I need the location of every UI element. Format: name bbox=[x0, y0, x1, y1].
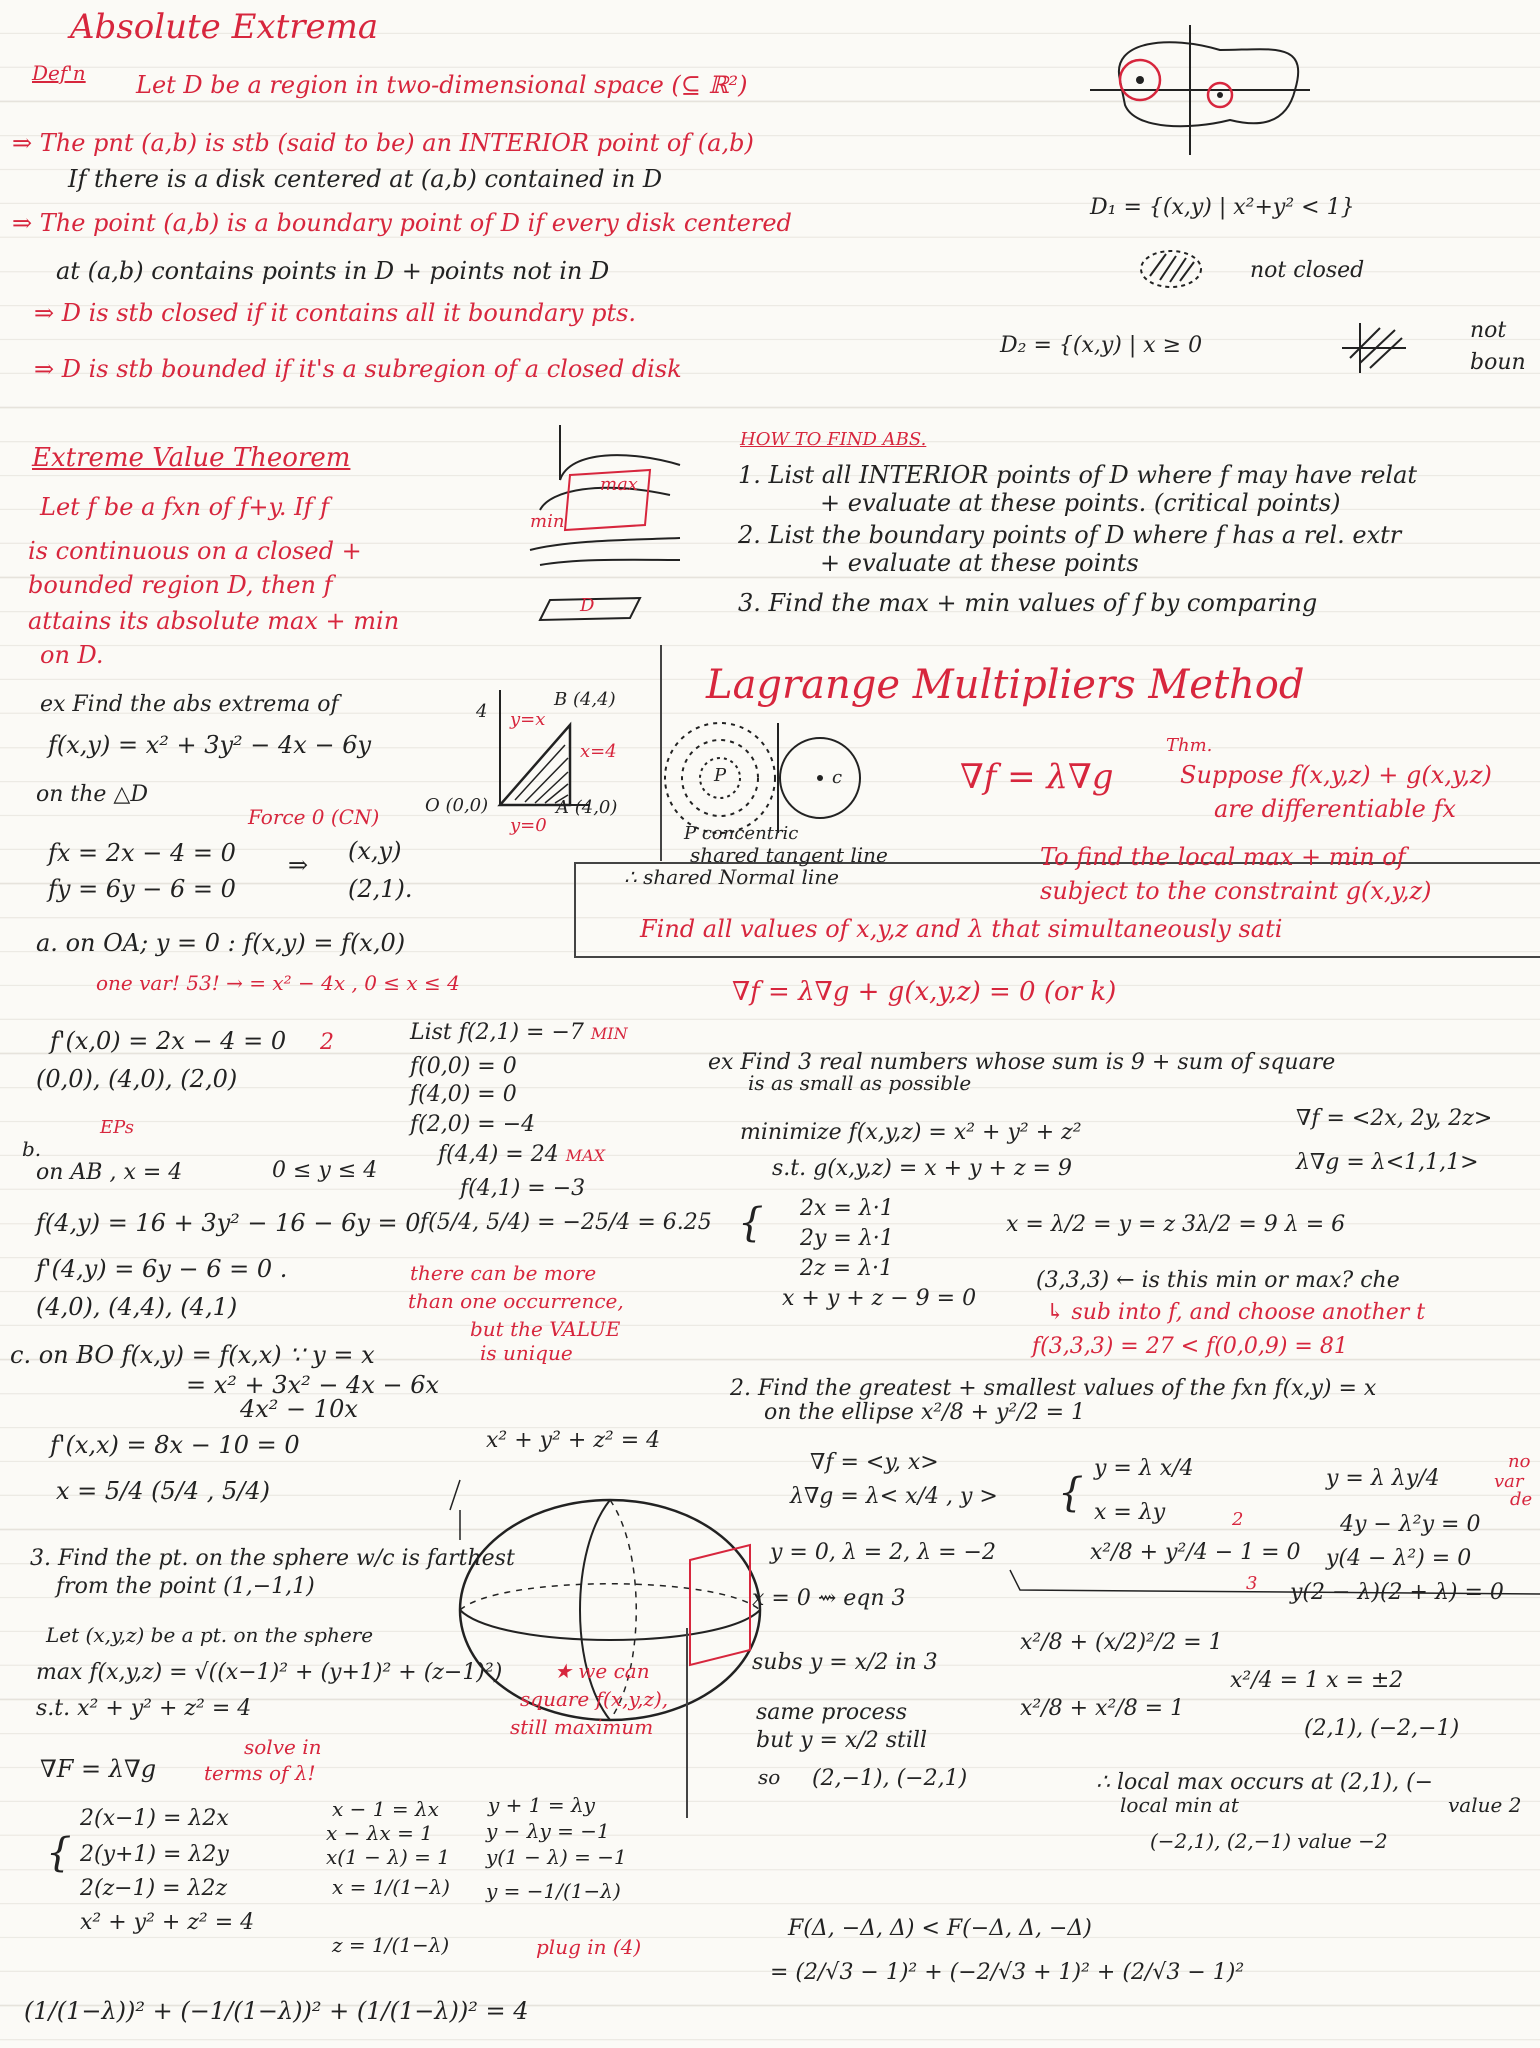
lag-normal: ∴ shared Normal line bbox=[624, 865, 839, 889]
ex1-part-b-label: b. bbox=[22, 1137, 42, 1161]
ex1-intro: ex Find the abs extrema of bbox=[40, 692, 339, 717]
ex1-part-c-deriv: f'(x,x) = 8x − 10 = 0 bbox=[50, 1431, 300, 1459]
ex2-intro: ex Find 3 real numbers whose sum is 9 + sum of square bbox=[708, 1050, 1336, 1075]
ex3-subs: subs y = x/2 in 3 bbox=[752, 1650, 938, 1675]
evt-line-3: bounded region D, then f bbox=[28, 571, 333, 599]
defn-interior-2: If there is a disk centered at (a,b) contained in D bbox=[68, 165, 663, 193]
ex4-intro: 3. Find the pt. on the sphere w/c is farthest bbox=[30, 1546, 515, 1571]
ex4-sys-2: 2(y+1) = λ2y bbox=[80, 1842, 229, 1867]
ex4-note-1: ★ we can bbox=[554, 1659, 650, 1683]
lag-suppose-2: are differentiable fx bbox=[1214, 795, 1456, 823]
concentric-p-label: P bbox=[714, 765, 727, 786]
ex1-implies: ⇒ bbox=[288, 851, 309, 879]
ex3-grad-f: ∇f = <y, x> bbox=[810, 1450, 939, 1475]
ex2-solution: x = λ/2 = y = z 3λ/2 = 9 λ = 6 bbox=[1006, 1212, 1346, 1237]
ex3-rhs-1: y = λ λy/4 bbox=[1326, 1466, 1440, 1491]
ex3-conclusion-4: (−2,1), (2,−1) value −2 bbox=[1150, 1829, 1388, 1853]
set-d1: D₁ = {(x,y) | x²+y² < 1} bbox=[1090, 195, 1355, 220]
ex3-same-1: same process bbox=[756, 1700, 908, 1725]
ex4-sys-1: 2(x−1) = λ2x bbox=[80, 1806, 229, 1831]
hatched-half-plane bbox=[1340, 318, 1410, 378]
ex4-compare-1: F(Δ, −Δ, Δ) < F(−Δ, Δ, −Δ) bbox=[788, 1916, 1092, 1941]
ex3-sys-3: x²/8 + y²/4 − 1 = 0 bbox=[1090, 1540, 1301, 1565]
ex3-conclusion-1: ∴ local max occurs at (2,1), (− bbox=[1096, 1770, 1434, 1795]
ex2-constraint: s.t. g(x,y,z) = x + y + z = 9 bbox=[772, 1156, 1072, 1181]
defn-interior-1: ⇒ The pnt (a,b) is stb (said to be) an INTERIOR point of (a,b) bbox=[12, 129, 754, 157]
evt-line-1: Let f be a fxn of f+y. If f bbox=[40, 493, 330, 521]
ex3-so: so bbox=[758, 1765, 781, 1789]
evt-line-2: is continuous on a closed + bbox=[28, 537, 362, 565]
ex1-part-a: a. on OA; y = 0 : f(x,y) = f(x,0) bbox=[36, 929, 406, 957]
defn-boundary-2: at (a,b) contains points in D + points not in D bbox=[56, 257, 610, 285]
ex1-range-b: 0 ≤ y ≤ 4 bbox=[272, 1158, 378, 1183]
ex3-note-1: no bbox=[1508, 1451, 1531, 1472]
ex2-compare: f(3,3,3) = 27 < f(0,0,9) = 81 bbox=[1032, 1334, 1348, 1359]
ex3-note-2: var bbox=[1494, 1471, 1524, 1492]
ex4-solve-1: solve in bbox=[244, 1735, 322, 1759]
ex3-sys-2: x = λy bbox=[1094, 1500, 1166, 1525]
region-sketch bbox=[1080, 20, 1380, 160]
tri-edge-yx: y=x bbox=[510, 709, 546, 730]
ex2-lambda-grad-g: λ∇g = λ<1,1,1> bbox=[1296, 1150, 1479, 1175]
ex3-so-points: (2,−1), (−2,1) bbox=[812, 1766, 968, 1791]
ex2-eq-3: 2z = λ·1 bbox=[800, 1256, 893, 1281]
ex3-work-3: x²/4 = 1 x = ±2 bbox=[1230, 1668, 1404, 1693]
set-d2: D₂ = {(x,y) | x ≥ 0 bbox=[1000, 333, 1203, 358]
list-item: f(2,0) = −4 bbox=[410, 1112, 536, 1137]
ex1-points-a: (0,0), (4,0), (2,0) bbox=[36, 1065, 238, 1093]
not-closed-label: not closed bbox=[1250, 258, 1365, 283]
ex4-sys-3: 2(z−1) = λ2z bbox=[80, 1876, 228, 1901]
ex2-eq-4: x + y + z − 9 = 0 bbox=[782, 1286, 977, 1311]
ex3-same-2: but y = x/2 still bbox=[756, 1728, 927, 1753]
ex1-derivative-a: f'(x,0) = 2x − 4 = 0 bbox=[50, 1027, 287, 1055]
ex4-x-2: x − λx = 1 bbox=[326, 1821, 433, 1845]
ex1-note-2: than one occurrence, bbox=[408, 1289, 624, 1313]
ex1-part-c-3: 4x² − 10x bbox=[240, 1395, 358, 1423]
ex1-critical-point: (2,1). bbox=[348, 875, 413, 903]
list-item: f(5/4, 5/4) = −25/4 = 6.25 bbox=[420, 1210, 712, 1235]
ex4-plug-in: plug in (4) bbox=[536, 1935, 642, 1959]
list-item: f(4,0) = 0 bbox=[410, 1082, 517, 1107]
ex3-sys-1: y = λ x/4 bbox=[1094, 1456, 1194, 1481]
ex3-conclusion-3: local min at bbox=[1120, 1793, 1239, 1817]
ex4-intro-2: from the point (1,−1,1) bbox=[56, 1574, 315, 1599]
ex1-note-1: there can be more bbox=[410, 1261, 597, 1285]
concentric-c-label: c bbox=[832, 767, 843, 788]
ex4-solve-2: terms of λ! bbox=[204, 1761, 316, 1785]
how-title: HOW TO FIND ABS. bbox=[740, 429, 927, 450]
ex4-note-2: square f(x,y,z), bbox=[520, 1687, 669, 1711]
lag-condition: ∇f = λ∇g + g(x,y,z) = 0 (or k) bbox=[732, 977, 1117, 1007]
how-step-2b: + evaluate at these points bbox=[820, 549, 1139, 577]
tri-axis-4: 4 bbox=[476, 701, 488, 722]
ex4-x-4: x = 1/(1−λ) bbox=[332, 1875, 450, 1899]
ex3-work-2: x²/8 + x²/8 = 1 bbox=[1020, 1696, 1185, 1721]
ex4-constraint: s.t. x² + y² + z² = 4 bbox=[36, 1696, 252, 1721]
tri-vertex-a: A (4,0) bbox=[556, 797, 618, 818]
ex3-label-3: 3 bbox=[1246, 1573, 1258, 1594]
defn-closed: ⇒ D is stb closed if it contains all it boundary pts. bbox=[34, 299, 637, 327]
concentric-sketch bbox=[660, 718, 860, 838]
ex3-rhs-2: 4y − λ²y = 0 bbox=[1340, 1512, 1481, 1537]
ex3-conclusion-2: value 2 bbox=[1448, 1793, 1522, 1817]
ex3-label-2: 2 bbox=[1232, 1509, 1244, 1530]
lag-find-1: To find the local max + min of bbox=[1040, 843, 1406, 871]
ex3-work-1: x²/8 + (x/2)²/2 = 1 bbox=[1020, 1630, 1223, 1655]
surface-min-label: min bbox=[530, 511, 565, 532]
ex1-part-c-2: = x² + 3x² − 4x − 6x bbox=[186, 1371, 440, 1399]
ex1-f4y: f(4,y) = 16 + 3y² − 16 − 6y = 0 bbox=[36, 1209, 421, 1237]
evt-title: Extreme Value Theorem bbox=[32, 443, 351, 473]
ex1-on-region: on the △D bbox=[36, 782, 148, 807]
how-step-1b: + evaluate at these points. (critical points) bbox=[820, 489, 1341, 517]
ex3-lambda-grad-g: λ∇g = λ< x/4 , y > bbox=[790, 1484, 998, 1509]
how-step-1a: 1. List all INTERIOR points of D where f may have relat bbox=[738, 461, 1418, 489]
ex1-fx: fx = 2x − 4 = 0 bbox=[48, 839, 236, 867]
list-item: f(4,4) = 24 MAX bbox=[438, 1142, 606, 1167]
ex1-note-4: is unique bbox=[480, 1341, 573, 1365]
evt-line-4: attains its absolute max + min bbox=[28, 607, 400, 635]
ex1-note-3: but the VALUE bbox=[470, 1317, 621, 1341]
page-title: Absolute Extrema bbox=[70, 7, 379, 47]
ex4-brace: { bbox=[46, 1830, 72, 1876]
lag-thm: Thm. bbox=[1166, 735, 1213, 756]
ex4-note-3: still maximum bbox=[510, 1715, 654, 1739]
ex4-sphere-eq: x² + y² + z² = 4 bbox=[486, 1428, 661, 1453]
ex2-grad-f: ∇f = <2x, 2y, 2z> bbox=[1296, 1106, 1493, 1131]
ex3-y0: y = 0, λ = 2, λ = −2 bbox=[770, 1540, 996, 1565]
ex2-eq-2: 2y = λ·1 bbox=[800, 1226, 894, 1251]
ex1-force-zero: Force 0 (CN) bbox=[248, 805, 380, 829]
ex1-function: f(x,y) = x² + 3y² − 4x − 6y bbox=[48, 731, 372, 759]
defn-boundary-1: ⇒ The point (a,b) is a boundary point of D if every disk centered bbox=[12, 209, 792, 237]
defn-intro: Let D be a region in two-dimensional space (⊆ ℝ²) bbox=[136, 71, 748, 99]
lag-find-2: subject to the constraint g(x,y,z) bbox=[1040, 877, 1432, 905]
ex4-y-3: y(1 − λ) = −1 bbox=[486, 1845, 627, 1869]
lagrange-title: Lagrange Multipliers Method bbox=[706, 662, 1305, 708]
ex3-divider bbox=[686, 1628, 688, 1818]
tri-vertex-b: B (4,4) bbox=[554, 689, 616, 710]
ex2-brace: { bbox=[738, 1200, 764, 1246]
ex1-part-c: c. on BO f(x,y) = f(x,x) ∵ y = x bbox=[10, 1341, 375, 1369]
ex1-endpoints: EPs bbox=[100, 1117, 135, 1138]
ex4-grad: ∇F = λ∇g bbox=[40, 1755, 157, 1783]
lag-suppose-1: Suppose f(x,y,z) + g(x,y,z) bbox=[1180, 761, 1492, 789]
ex4-y-1: y + 1 = λy bbox=[488, 1793, 595, 1817]
ex4-y-4: y = −1/(1−λ) bbox=[486, 1879, 621, 1903]
hatched-disk bbox=[1136, 244, 1206, 294]
lagrange-equation: ∇f = λ∇g bbox=[960, 757, 1114, 797]
ex4-sys-4: x² + y² + z² = 4 bbox=[80, 1910, 255, 1935]
lag-concentric: P concentric bbox=[684, 823, 799, 844]
ex4-x-1: x − 1 = λx bbox=[332, 1797, 439, 1821]
ex3-connector-lines bbox=[1000, 1560, 1540, 1600]
ex4-compare-2: = (2/√3 − 1)² + (−2/√3 + 1)² + (2/√3 − 1)² bbox=[770, 1960, 1245, 1985]
ex3-rhs-3: y(4 − λ²) = 0 bbox=[1326, 1546, 1472, 1571]
list-item: List f(2,1) = −7 MIN bbox=[410, 1020, 628, 1045]
ex4-max: max f(x,y,z) = √((x−1)² + (y+1)² + (z−1)²) bbox=[36, 1660, 503, 1685]
ex1-points-b: (4,0), (4,4), (4,1) bbox=[36, 1293, 238, 1321]
ex2-substitute: ↳ sub into f, and choose another t bbox=[1046, 1300, 1426, 1325]
ex4-x-3: x(1 − λ) = 1 bbox=[326, 1845, 450, 1869]
ex1-two: 2 bbox=[320, 1030, 334, 1055]
ex3-note-3: de bbox=[1510, 1489, 1533, 1510]
list-item: f(4,1) = −3 bbox=[460, 1176, 586, 1201]
surface-max-label: max bbox=[600, 474, 638, 495]
lag-find-3: Find all values of x,y,z and λ that simultaneously sati bbox=[640, 915, 1283, 943]
ex1-on-ab: on AB , x = 4 bbox=[36, 1160, 183, 1185]
not-bounded-2: boun bbox=[1470, 350, 1526, 375]
how-step-3: 3. Find the max + min values of f by comparing bbox=[738, 589, 1318, 617]
ex3-ellipse: on the ellipse x²/8 + y²/2 = 1 bbox=[764, 1400, 1086, 1425]
ex4-z: z = 1/(1−λ) bbox=[332, 1933, 450, 1957]
tri-edge-x4: x=4 bbox=[580, 741, 617, 762]
ex3-brace: { bbox=[1058, 1470, 1084, 1516]
ex4-let: Let (x,y,z) be a pt. on the sphere bbox=[46, 1623, 374, 1647]
ex3-intro: 2. Find the greatest + smallest values of the fxn f(x,y) = x bbox=[730, 1376, 1377, 1401]
ex1-fy: fy = 6y − 6 = 0 bbox=[48, 875, 236, 903]
ex3-work-4: (2,1), (−2,−1) bbox=[1304, 1716, 1460, 1741]
defn-bounded: ⇒ D is stb bounded if it's a subregion of a closed disk bbox=[34, 355, 682, 383]
surface-d-label: D bbox=[580, 595, 595, 616]
ex2-minimize: minimize f(x,y,z) = x² + y² + z² bbox=[740, 1120, 1082, 1145]
evt-line-5: on D. bbox=[40, 641, 104, 669]
tri-edge-y0: y=0 bbox=[510, 815, 547, 836]
ex2-eq-1: 2x = λ·1 bbox=[800, 1196, 894, 1221]
defn-tag: Def'n bbox=[32, 61, 86, 85]
ex3-rhs-4: y(2 − λ)(2 + λ) = 0 bbox=[1290, 1580, 1504, 1605]
ex1-part-c-x: x = 5/4 (5/4 , 5/4) bbox=[56, 1477, 271, 1505]
ex1-xy-label: (x,y) bbox=[348, 837, 402, 865]
ex2-point: (3,3,3) ← is this min or max? che bbox=[1036, 1268, 1400, 1293]
lag-tangent: shared tangent line bbox=[690, 843, 888, 867]
ex1-f4y-deriv: f'(4,y) = 6y − 6 = 0 . bbox=[36, 1255, 288, 1283]
ex3-x0: x = 0 ⇝ eqn 3 bbox=[752, 1586, 906, 1611]
ex2-intro-2: is as small as possible bbox=[748, 1071, 972, 1095]
ex4-y-2: y − λy = −1 bbox=[486, 1819, 610, 1843]
tri-vertex-o: O (0,0) bbox=[425, 795, 489, 816]
not-bounded-1: not bbox=[1470, 318, 1507, 343]
list-item: f(0,0) = 0 bbox=[410, 1054, 517, 1079]
how-step-2a: 2. List the boundary points of D where f has a rel. extr bbox=[738, 521, 1402, 549]
ex1-one-var: one var! 53! → = x² − 4x , 0 ≤ x ≤ 4 bbox=[96, 971, 460, 995]
ex4-final: (1/(1−λ))² + (−1/(1−λ))² + (1/(1−λ))² = 4 bbox=[24, 1997, 529, 2025]
